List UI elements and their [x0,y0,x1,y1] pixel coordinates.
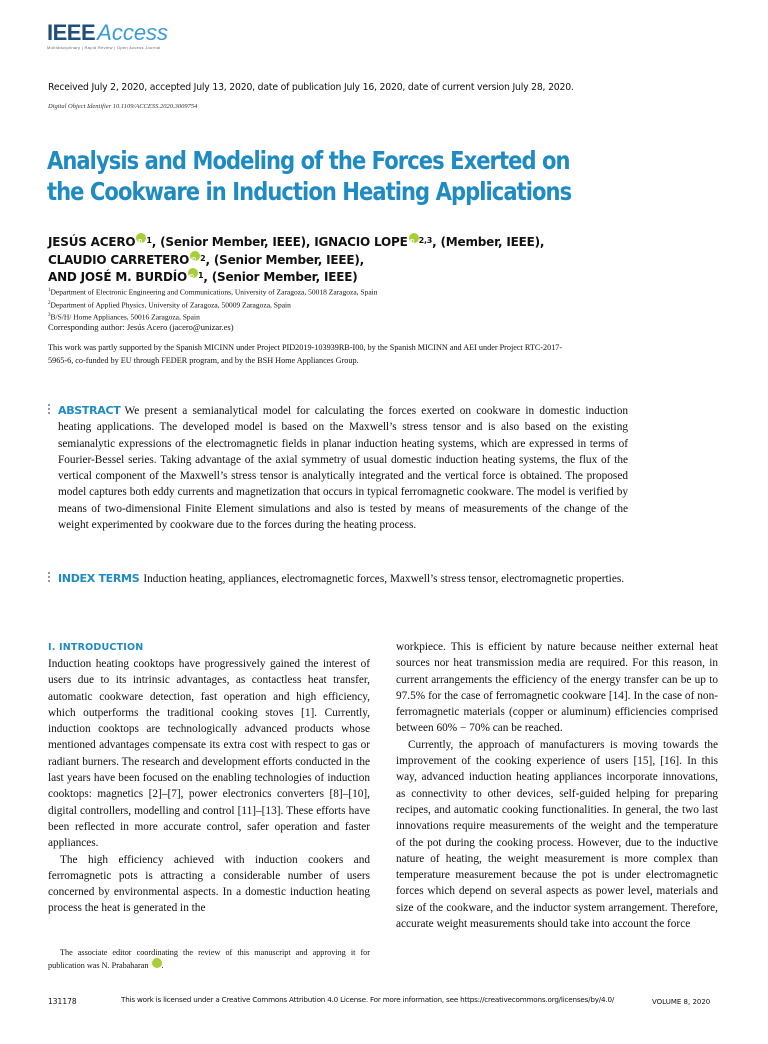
logo-tagline: Multidisciplinary | Rapid Review | Open Access Journal [47,45,161,50]
orcid-icon[interactable] [188,268,198,278]
paragraph: workpiece. This is efficient by nature because neither external heat sources nor heat transmission media are required. For this reason, in current arrangements the efficiency of the energy transfer can be up to 97.5% for the case of ferromagnetic cookware [14]. In the case of non-ferromagnetic materials (copper or aluminum) efficiencies comprised between 60% − 70% can be reached. [396,641,718,735]
paragraph: The high efficiency achieved with induction cookers and ferromagnetic pots is attracting a considerable number of users concerned by environmental aspects. In a domestic induction heating process the heat is generated in the [48,853,370,915]
paper-title [47,145,649,207]
author-role: , (Senior Member, IEEE), [151,235,315,249]
affiliation-2: $^2$Department of Applied Physics, University of Zaragoza, 50009 Zaragoza, Spain [48,300,291,309]
abstract [58,403,628,533]
index-terms-label: INDEX TERMS [58,572,140,585]
orcid-icon[interactable] [190,251,200,261]
orcid-icon[interactable] [152,958,162,968]
affiliations [48,285,377,323]
page-number: 131178 [48,997,77,1006]
author-name: IGNACIO LOPE [314,235,408,249]
volume-info: VOLUME 8, 2020 [652,998,711,1006]
affiliation-mark: 2 [200,253,206,263]
abstract-text: We present a semianalytical model for calculating the forces exerted on cookware in domestic induction heating applications. The developed model is based on the Maxwell’s stress tensor and is also based on the existing semianalytic expressions of the electromagnetic fields in planar induction heating systems, which are expressed in terms of Fourier-Bessel series. Taking advantage of the axial symmetry of usual domestic induction heating systems, the flux of the vertical component of the Maxwell’s stress tensor is analytically integrated and the vertical force is obtained. The proposed model captures both eddy currents and magnetization that occurs in typical ferromagnetic cookware. The model is verified by means of two-dimensional Finite Element simulations and also is tested by means of measurements of the change of the weight experimented by cookware due to the forces during the heating process. [58,405,628,532]
funding-statement: This work was partly supported by the Spanish MICINN under Project PID2019-103939RB-I00, by the Spanish MICINN and AEI under Project RTC-2017-5965-6, co-funded by EU through FEDER program, and by the BSH Home Appliances Group. [48,343,563,365]
orcid-icon[interactable] [409,233,419,243]
license-notice[interactable]: This work is licensed under a Creative Commons Attribution 4.0 License. For more information, see https://creativecommons.org/licenses/by/4.0/ [121,995,615,1004]
logo-ieee: IEEE [47,20,96,45]
title-line-2: the Cookware in Induction Heating Applications [47,177,572,206]
paragraph: Currently, the approach of manufacturers is moving towards the improvement of the cooking experience of users [15], [16]. In this way, advanced induction heating appliances incorporate innovations, as connectivity to other devices, self-guided helping for preparing recipes, and automatic cooking functionalities. In general, the two last innovations require measurements of the weight and the temperature of the pot during the cooking process. However, due to the inductive nature of heating, the weight measurement is more complex than temperature measurement because the pot is under electromagnetic forces which depend on several aspects as power level, materials and size of the cookware, and the inductor system arrangement. Therefore, accurate weight measurements should take into account the force [396,738,718,931]
author-role: , (Senior Member, IEEE) [203,270,358,284]
author-name: CLAUDIO CARRETERO [48,252,190,267]
abstract-marker-icon [48,404,51,416]
doi[interactable]: Digital Object Identifier 10.1109/ACCESS.2020.3009754 [48,103,198,110]
publication-dates: Received July 2, 2020, accepted July 13, 2020, date of publication July 16, 2020, date of current version July 28, 2020. [48,82,574,93]
paragraph: Induction heating cooktops have progressively gained the interest of users due to its intrinsic advantages, as contactless heat transfer, automatic cookware detection, fast operation and high efficiency, which outperforms the traditional cooking stoves [1]. Currently, induction cooktops are technologically advanced products whose mentioned advantages compensate its extra cost with respect to gas or radiant burners. The research and development efforts conducted in the last years have been focused on the enabling technologies of induction cooktops: magnetics [2]–[7], power electronics converters [8]–[10], digital controllers, modelling and control [11]–[13]. These efforts have been reflected in more accurate control, safer operation and faster appliances. [48,658,370,850]
author-role: , (Senior Member, IEEE), [205,252,365,267]
index-terms-text: Induction heating, appliances, electromagnetic forces, Maxwell’s stress tensor, electromagnetic properties. [143,573,625,585]
column-left [48,656,370,917]
section-heading-introduction: I. INTRODUCTION [48,642,144,653]
logo-access: Access [97,20,169,45]
affiliation-mark: 1 [198,271,204,280]
journal-logo [47,20,168,46]
affiliation-mark: 1 [146,236,152,245]
affiliation-mark: 2,3 [418,236,433,245]
column-right [396,639,718,932]
index-terms [58,571,628,587]
author-name: AND JOSÉ M. BURDÍO [48,270,187,284]
author-role: , (Member, IEEE), [432,235,545,249]
orcid-icon[interactable] [136,233,146,243]
abstract-label: ABSTRACT [58,404,121,417]
affiliation-1: $^1$Department of Electronic Engineering and Communications, University of Zaragoza, 50018 Zaragoza, Spain [48,287,378,297]
author-name: JESÚS ACERO [48,235,136,249]
editor-footnote [48,946,370,972]
author-list [48,234,544,287]
affiliation-3: $^3$B/S/H/ Home Appliances, 50016 Zaragoza, Spain [48,312,200,322]
corresponding-author: Corresponding author: Jesús Acero (jacero@unizar.es) [48,322,234,332]
footnote-text: The associate editor coordinating the review of this manuscript and approving it for publication was N. Prabaharan [48,948,370,970]
title-line-1: Analysis and Modeling of the Forces Exerted on [47,146,570,175]
index-terms-marker-icon [48,572,51,584]
